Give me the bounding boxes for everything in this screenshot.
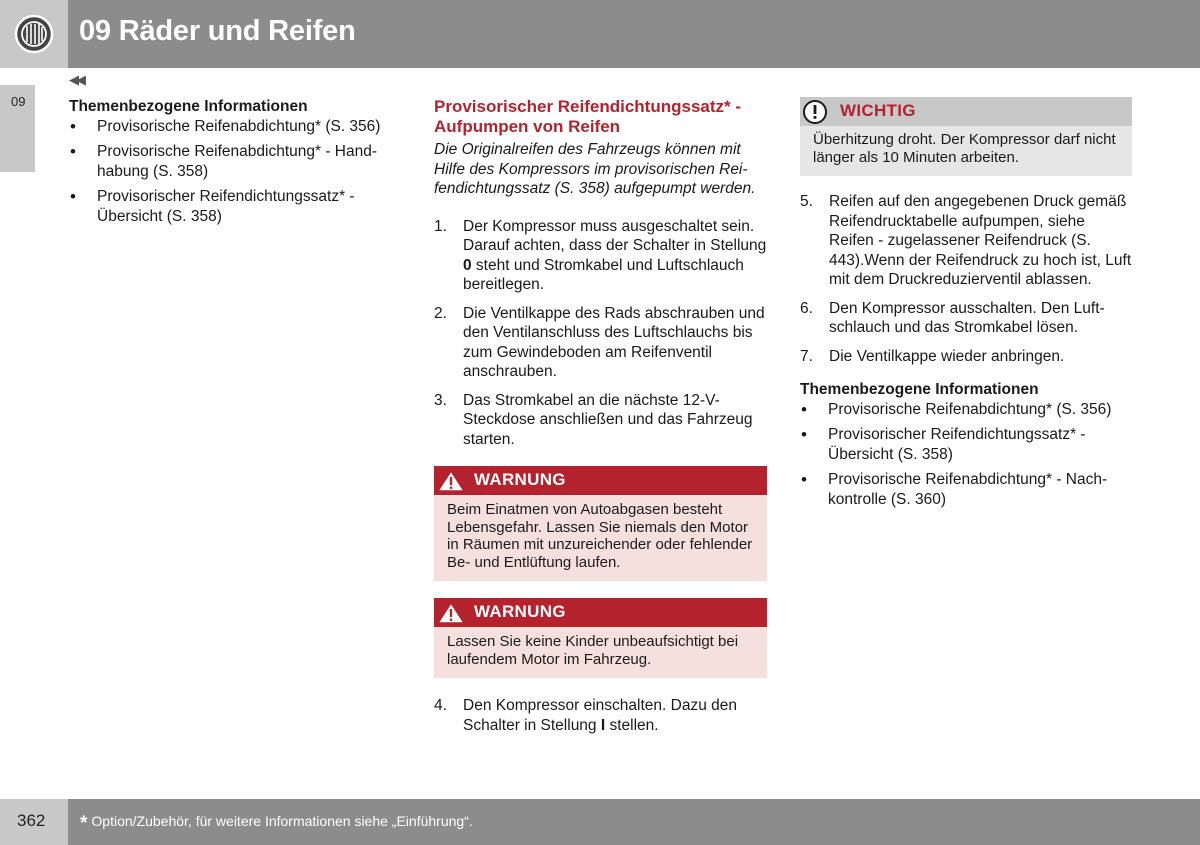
right-content-column (800, 97, 1132, 515)
step-number: 7. (800, 347, 813, 365)
step-number: 5. (800, 193, 813, 210)
steps-list (434, 217, 767, 450)
section-title: Provisorischer Reifendichtungssatz* - Aufpumpen von Reifen (434, 97, 742, 136)
step-item (800, 192, 1132, 290)
step-text-pre: Den Kompressor einschalten. Dazu den Schalter in Stellung (463, 697, 737, 734)
warning-triangle-icon (436, 469, 466, 493)
step-text-pre: Der Kompressor muss ausgeschaltet sein. Darauf achten, dass der Schalter in Stellung (463, 217, 767, 254)
back-arrows-icon[interactable]: ◀◀ (69, 72, 83, 87)
warning-label: WARNUNG (474, 470, 566, 489)
important-label: WICHTIG (840, 101, 916, 120)
related-info-heading: Themenbezogene Informationen (69, 98, 308, 115)
warning-header (434, 466, 767, 495)
step-bold-value: 0 (463, 256, 472, 274)
related-link[interactable]: • Provisorische Reifenabdichtung* (S. 356) (69, 117, 399, 137)
step-bold-value: I (600, 716, 606, 734)
warning-box (434, 598, 767, 678)
step-item (434, 304, 767, 382)
important-box (800, 97, 1132, 176)
chapter-icon-box (0, 0, 68, 68)
warning-header (434, 598, 767, 627)
chapter-side-tab[interactable] (0, 85, 35, 172)
step-item (434, 217, 767, 295)
related-info-heading: Themenbezogene Informationen (800, 381, 1039, 398)
related-link[interactable]: • Provisorischer Reifendichtungssatz* - Übersicht (S. 358) (69, 187, 399, 226)
related-link[interactable]: • Provisorische Reifenabdichtung* - Nachkontrolle (S. 360) (800, 470, 1132, 509)
step-item (800, 299, 1132, 338)
step-text: Die Ventilkappe des Rads abschrauben und den Ventilanschluss des Luftschlauchs bis zum Gewindeboden am Reifenventil anschrauben. (463, 304, 765, 380)
step-text: Reifen auf den angegebenen Druck gemäß Reifendrucktabelle aufpumpen, siehe Reifen - zugelassener Reifendruck (S. 443).Wenn der Reifendruck zu hoch ist, Luft mit dem Druckreduzierventil ablassen. (829, 193, 1132, 288)
step-item (434, 391, 767, 450)
step-item (434, 696, 767, 735)
step-number: 2. (434, 304, 447, 322)
step-text-post: steht und Stromkabel und Luftschlauch bereitlegen. (463, 256, 744, 293)
chapter-title: 09 Räder und Reifen (79, 15, 356, 47)
related-link[interactable]: • Provisorische Reifenabdichtung* - Handhabung (S. 358) (69, 142, 399, 181)
related-info-list (69, 117, 399, 227)
related-link[interactable]: • Provisorischer Reifendichtungssatz* - Übersicht (S. 358) (800, 425, 1132, 464)
main-content-column (434, 97, 767, 744)
steps-list-continued (434, 696, 767, 735)
step-number: 1. (434, 217, 447, 235)
important-text: Überhitzung droht. Der Kompressor darf nicht länger als 10 Minuten arbeiten. (813, 131, 1116, 166)
section-intro: Die Originalreifen des Fahrzeugs können mit Hilfe des Kompressors im provisorischen Reifendichtungssatz (S. 358) aufgepumpt werden. (434, 141, 756, 197)
exclamation-circle-icon (802, 99, 828, 125)
important-header (800, 97, 1132, 126)
page-number: 362 (17, 811, 46, 830)
step-number: 4. (434, 697, 447, 714)
step-number: 6. (800, 299, 813, 317)
footnote-star: * (80, 813, 88, 834)
footer-note (80, 813, 473, 835)
step-text: Das Stromkabel an die nächste 12-V-Steckdose anschließen und das Fahrzeug starten. (463, 391, 753, 448)
chapter-side-tab-label: 09 (11, 94, 26, 109)
related-info-column-1 (69, 97, 399, 232)
step-text-post: stellen. (605, 716, 659, 734)
step-number: 3. (434, 391, 447, 409)
tire-icon (14, 14, 54, 54)
step-text: Den Kompressor ausschalten. Den Luftschlauch und das Stromkabel lösen. (829, 299, 1105, 336)
footer-note-text: Option/Zubehör, für weitere Informationen siehe „Einführung“. (91, 813, 473, 829)
warning-text: Beim Einatmen von Autoabgasen besteht Lebensgefahr. Lassen Sie niemals den Motor in Räumen mit unzureichender oder fehlender Be- und Entlüftung laufen. (447, 501, 753, 571)
related-link[interactable]: • Provisorische Reifenabdichtung* (S. 356) (800, 400, 1132, 420)
step-text: Die Ventilkappe wieder anbringen. (829, 347, 1065, 365)
page-number-box (0, 799, 68, 845)
warning-label: WARNUNG (474, 602, 566, 621)
warning-triangle-icon (436, 601, 466, 625)
warning-text: Lassen Sie keine Kinder unbeaufsichtigt bei laufendem Motor im Fahrzeug. (447, 633, 739, 668)
steps-list-right (800, 192, 1132, 366)
step-item (800, 347, 1132, 367)
related-info-list (800, 400, 1132, 510)
warning-box (434, 466, 767, 581)
